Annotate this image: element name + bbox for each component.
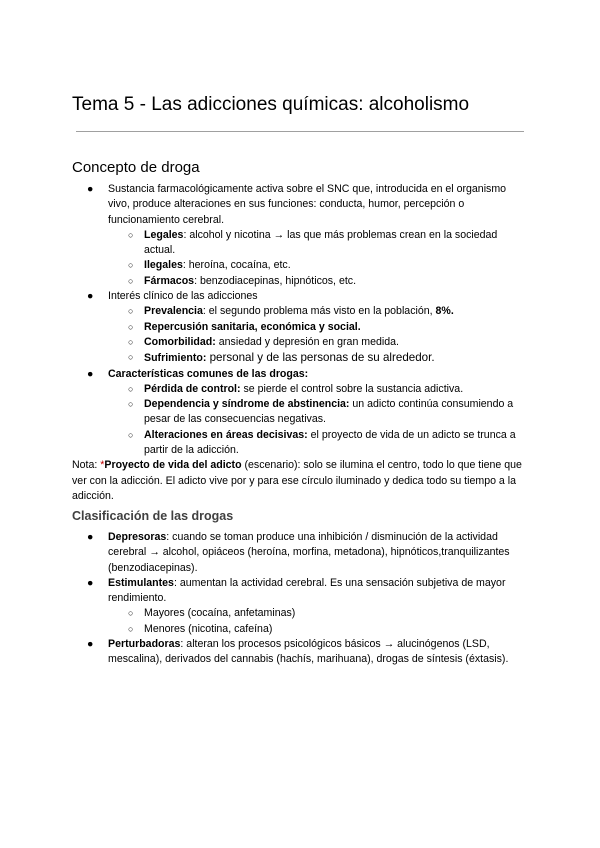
term-label: Legales [144, 228, 184, 241]
hollow-bullet-icon: ○ [128, 352, 134, 363]
term-label: Estimulantes [108, 576, 174, 589]
hollow-bullet-icon: ○ [128, 321, 134, 332]
hollow-bullet-icon: ○ [128, 229, 134, 240]
list-item-text: : alcohol y nicotina → las que más problemas crean en la sociedad actual. [144, 228, 498, 257]
term-label: Prevalencia [144, 305, 203, 318]
term-label: Dependencia y síndrome de abstinencia: [144, 398, 350, 411]
term-label: Comorbilidad: [144, 335, 216, 348]
list-item [72, 350, 528, 366]
list-item-text: se pierde el control sobre la sustancia adictiva. [240, 382, 464, 395]
note-term: Proyecto de vida del adicto [104, 459, 242, 472]
section-heading-concepto: Concepto de droga [72, 159, 200, 176]
term-label: Perturbadoras [108, 638, 181, 651]
hollow-bullet-icon: ○ [128, 275, 134, 286]
term-label: Fármacos [144, 274, 195, 287]
section-clasificacion-content [72, 530, 528, 668]
list-item-text: Menores (nicotina, cafeína) [144, 622, 273, 635]
hollow-bullet-icon: ○ [128, 608, 134, 619]
term-label: Repercusión sanitaria, económica y social. [144, 320, 361, 333]
list-item [72, 304, 528, 319]
term-label: Ilegales [144, 259, 183, 272]
term-label: Depresoras [108, 531, 167, 543]
bullet-icon: ● [87, 576, 94, 589]
list-item-text: un adicto continúa consumiendo a pesar de las consecuencias negativas. [144, 398, 514, 426]
list-item [72, 382, 528, 397]
list-item [72, 335, 528, 350]
bullet-icon: ● [87, 367, 94, 380]
list-item [72, 258, 528, 273]
list-item-text: ansiedad y depresión en gran medida. [215, 335, 399, 348]
section-concepto-content [72, 182, 528, 504]
list-item [72, 397, 528, 428]
term-label: Características comunes de las drogas: [108, 367, 309, 380]
list-item [72, 428, 528, 459]
hollow-bullet-icon: ○ [128, 336, 134, 347]
list-item [72, 576, 528, 607]
list-item [72, 228, 528, 259]
note-text: (escenario): solo se ilumina el centro, todo lo que tiene que ver con la adicción. El adicto vive por y para ese círculo iluminado y dedica todo su tiempo a la adicción. [72, 459, 522, 502]
list-item-text: Mayores (cocaína, anfetaminas) [144, 607, 296, 620]
asterisk-mark: * [100, 459, 105, 472]
list-item [72, 182, 528, 228]
list-item-text: : heroína, cocaína, etc. [182, 259, 291, 272]
list-item-text: : benzodiacepinas, hipnóticos, etc. [194, 274, 357, 287]
hollow-bullet-icon: ○ [128, 260, 134, 271]
hollow-bullet-icon: ○ [128, 429, 134, 440]
hollow-bullet-icon: ○ [128, 383, 134, 394]
list-item [72, 622, 528, 637]
list-item [72, 637, 528, 668]
term-label: Alteraciones en áreas decisivas: [144, 428, 308, 441]
list-item [72, 367, 528, 382]
list-item-text: : el segundo problema más visto en la población, [202, 305, 436, 318]
note-paragraph [72, 458, 528, 504]
hollow-bullet-icon: ○ [128, 623, 134, 634]
list-item-text: Interés clínico de las adicciones [108, 290, 258, 303]
term-label: Sufrimiento: [144, 352, 207, 365]
list-item [72, 530, 528, 576]
term-label: Pérdida de control: [144, 382, 241, 395]
list-item-text: el proyecto de vida de un adicto se trunca a partir de la adicción. [144, 428, 516, 457]
bullet-list [72, 530, 528, 668]
bullet-icon: ● [87, 290, 94, 303]
list-item [72, 320, 528, 335]
bullet-icon: ● [87, 531, 94, 543]
bullet-icon: ● [87, 638, 94, 651]
list-item-text: : cuando se toman produce una inhibición / disminución de la actividad cerebral → alcohol, opiáceos (heroína, morfina, metadona), hipnóticos,tranquilizantes (benzodiacepinas). [108, 531, 510, 574]
page-title: Tema 5 - Las adicciones químicas: alcoholismo [72, 94, 470, 115]
list-item-text: personal y de las personas de su alrededor. [206, 351, 435, 365]
list-item-text: Sustancia farmacológicamente activa sobre el SNC que, introducida en el organismo vivo, produce alteraciones en sus funciones: conducta, humor, percepción o funcionamiento cerebral. [108, 183, 507, 226]
list-item-text: : aumentan la actividad cerebral. Es una sensación subjetiva de mayor rendimiento. [108, 576, 506, 605]
list-item [72, 274, 528, 289]
note-prefix: Nota: [72, 459, 101, 472]
list-item [72, 289, 528, 304]
hollow-bullet-icon: ○ [128, 306, 134, 317]
bullet-list [72, 182, 528, 458]
horizontal-divider [76, 131, 524, 132]
list-item-text: : alteran los procesos psicológicos básicos → alucinógenos (LSD, mescalina), derivados del cannabis (hachís, marihuana), drogas de síntesis (éxtasis). [108, 638, 509, 666]
hollow-bullet-icon: ○ [128, 399, 134, 410]
emphasis-value: 8%. [435, 305, 454, 318]
section-heading-clasificacion: Clasificación de las drogas [72, 509, 234, 523]
bullet-icon: ● [87, 183, 94, 195]
list-item [72, 606, 528, 621]
